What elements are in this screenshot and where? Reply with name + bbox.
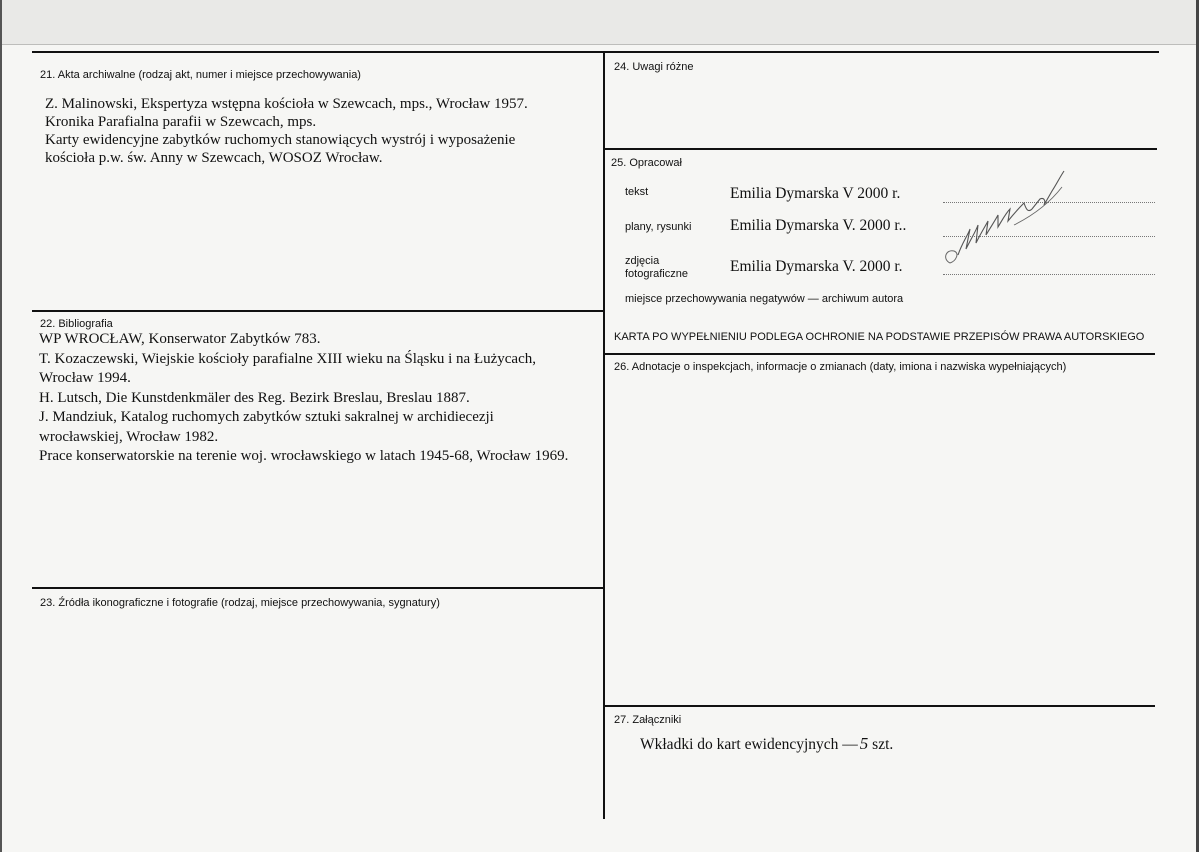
section-27-label: 27. Załączniki <box>614 714 682 726</box>
rule-25-26 <box>604 353 1155 355</box>
handwritten-signature-icon <box>940 165 1070 275</box>
rule-26-27 <box>604 705 1155 707</box>
rule-21-22 <box>32 310 604 312</box>
attachments-text-before: Wkładki do kart ewidencyjnych — <box>640 736 858 753</box>
s21-line-3: Karty ewidencyjne zabytków ruchomych stanowiących wystrój i wyposażenie <box>45 132 516 148</box>
attachments-text <box>640 735 893 754</box>
row-tekst-label: tekst <box>625 186 649 198</box>
section-26-label: 26. Adnotacje o inspekcjach, informacje o zmianach (daty, imiona i nazwiska wypełniających) <box>614 361 1067 373</box>
row-tekst-value: Emilia Dymarska V 2000 r. <box>730 185 901 202</box>
section-21-text <box>45 95 585 167</box>
rule-center-vertical <box>603 51 605 819</box>
attachments-count: 5 <box>859 734 869 753</box>
s22-line-1: WP WROCŁAW, Konserwator Zabytków 783. <box>39 331 321 347</box>
row-zdjecia-value: Emilia Dymarska V. 2000 r. <box>730 258 903 275</box>
negatives-storage: miejsce przechowywania negatywów — archiwum autora <box>625 293 904 305</box>
row-zdjecia-label-2: fotograficzne <box>625 268 688 280</box>
section-21-label: 21. Akta archiwalne (rodzaj akt, numer i miejsce przechowywania) <box>40 69 361 81</box>
rule-top-right <box>604 51 1159 53</box>
s22-line-4: H. Lutsch, Die Kunstdenkmäler des Reg. Bezirk Breslau, Breslau 1887. <box>39 389 470 406</box>
s21-line-2: Kronika Parafialna parafii w Szewcach, mps. <box>45 114 317 130</box>
s22-line-7: Prace konserwatorskie na terenie woj. wrocławskiego w latach 1945-68, Wrocław 1969. <box>39 448 569 464</box>
attachments-text-after: szt. <box>868 736 894 753</box>
s22-line-6: wrocławskiej, Wrocław 1982. <box>39 428 219 445</box>
row-plany-label: plany, rysunki <box>625 221 692 233</box>
rule-22-23 <box>32 587 604 589</box>
s22-line-2: T. Kozaczewski, Wiejskie kościoły parafialne XIII wieku na Śląsku i na Łużycach, <box>39 350 536 367</box>
scan-left-edge <box>0 0 2 852</box>
row-zdjecia-label-1: zdjęcia <box>625 255 660 267</box>
section-25-label: 25. Opracował <box>611 157 682 169</box>
row-plany-value: Emilia Dymarska V. 2000 r.. <box>730 217 907 234</box>
s21-line-1: Z. Malinowski, Ekspertyza wstępna kościoła w Szewcach, mps., Wrocław 1957. <box>45 96 528 112</box>
rule-top-left <box>32 51 604 53</box>
section-23-label: 23. Źródła ikonograficzne i fotografie (rodzaj, miejsce przechowywania, sygnatury) <box>40 597 440 609</box>
scan-top-band <box>0 0 1199 45</box>
copyright-notice: KARTA PO WYPEŁNIENIU PODLEGA OCHRONIE NA PODSTAWIE PRZEPISÓW PRAWA AUTORSKIEGO <box>614 331 1145 343</box>
s22-line-5: J. Mandziuk, Katalog ruchomych zabytków sztuki sakralnej w archidiecezji <box>39 409 494 425</box>
section-24-label: 24. Uwagi różne <box>614 61 694 73</box>
s21-line-4: kościoła p.w. św. Anny w Szewcach, WOSOZ Wrocław. <box>45 150 383 166</box>
s22-line-3: Wrocław 1994. <box>39 370 131 386</box>
rule-24-25 <box>604 148 1157 150</box>
section-22-text <box>39 330 568 467</box>
section-22-label: 22. Bibliografia <box>40 318 113 330</box>
